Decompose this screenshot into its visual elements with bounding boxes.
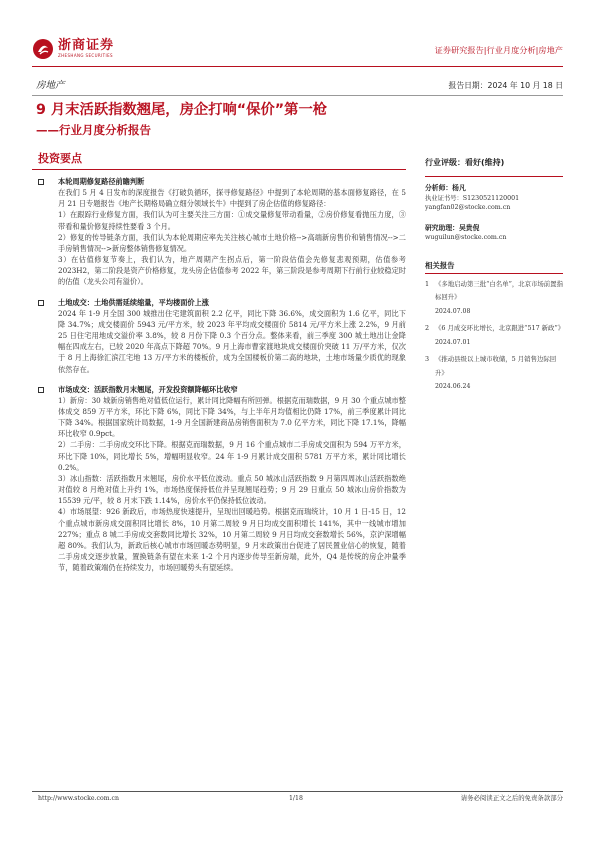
checkbox-bullet-icon [38,300,44,306]
report-subtitle: ——行业月度分析报告 [36,123,151,137]
footer-url[interactable]: http://www.stocke.com.cn [38,795,119,802]
paragraph: 4）市场展望：926 新政后，市场热度快速提升，呈现出回暖趋势。根据克而瑞统计，10 月 1 日-15 日，12 个重点城市新房成交面积同比增长 8%，10 月第二周较 9 月日均成交面积增长 141%，其中一线城市增加 227%；重点 8 城二手房成交套数同比增长 32%，10 月第二周较 9 月日均成交套数增长 56%，京沪深增幅超 80%。我们认为，新政后核心城市市场回暖态势明显，9 月末政策出台促进了居民置业信心的恢复，随着二手房成交逐步放量，置换链条有望在未来 1-2 个月内逐步传导至新房端，此外，Q4 是传统的房企冲量季节，随着政策端仍在持续发力，市场回暖势头有望延续。 [58,507,406,573]
paragraph: 在我们 5 月 4 日发布的深度报告《打破负循环，探寻修复路径》中提到了本轮周期的基本面修复路径，在 5 月 21 日专题报告《地产长期格局确立细分领域长牛》中提到了房企估值的修复路径： [58,188,406,209]
research-email[interactable]: wuguilun@stocke.com.cn [425,234,507,242]
paragraph: 2024 年 1-9 月全国 300 城推出住宅建筑面积 2.2 亿平，同比下降 36.6%，成交面积为 1.6 亿平，同比下降 34.7%；成交楼面价 5943 元/平方米，较 2023 年平均成交楼面价 5814 元/平方米上涨 2.2%，9 月前 25 日住宅用地成交溢价率 3.8%，较 8 月份下降 0.3 个百分点。整体来看，前三季度 300 城土地出让金降幅在四成左右，已较 2020 年高点下降超 70%。9 月上海市曹家渡地块成交楼面价突破 11 万/平方米，仅次于 8 月上海徐汇滨江宅地 13 万/平方米的楼板价，成为全国楼板价第二高的地块，土地市场量少质优的现象依然存在。 [58,308,406,374]
research-block [425,224,563,243]
related-title: 《推动县级以上城市收储，5 月销售边际回升》 [435,355,557,377]
related-report[interactable] [425,322,563,349]
page-header [32,38,563,60]
brand-logo [32,38,114,60]
section-land [38,297,406,375]
report-title: 9 月末活跃指数翘尾，房企打响“保价”第一枪 [36,102,328,118]
section-heading: 土地成交：土地供需延续缩量，平均楼面价上涨 [58,297,209,307]
section-heading: 市场成交：活跃指数月末翘尾，开发投资额降幅环比收窄 [58,384,238,394]
analyst-block [425,184,563,213]
paragraph: 1）新房：30 城新房销售绝对值低位运行，累计同比降幅有所回弹。根据克而瑞数据，9 月 30 个重点城市整体成交 859 万平方米，环比下降 6%，同比下降 34%，与上半年月均值相比仍降 17%，前三季度累计同比下降 34%。根据国家统计局数据，1-9 月全国新建商品房销售面积为 7.0 亿平方米，同比下降 17.1%，降幅环比收窄 0.9pct。 [58,395,406,439]
header-divider [32,66,563,67]
brand-logo-icon [32,38,54,60]
related-divider [425,273,563,274]
invest-divider [32,169,406,170]
related-report[interactable] [425,353,563,394]
industry-rating: 行业评级：看好(维持) [425,158,505,167]
checkbox-bullet-icon [38,179,44,185]
report-date: 报告日期：2024 年 10 月 18 日 [448,81,563,90]
main-content [38,176,406,582]
section-market [38,384,406,574]
paragraph: 2）二手房：二手房成交环比下降。根据克而瑞数据，9 月 16 个重点城市二手房成交面积为 594 万平方米，环比下降 10%，同比增长 5%，增幅明显收窄。24 年 1-9 月累计成交面积 5781 万平方米，累计同比增长 0.2%。 [58,440,406,472]
page-number: 1/18 [289,795,303,802]
related-number: 3 [425,355,430,364]
analyst-email[interactable]: yangfan02@stocke.com.cn [425,204,511,212]
report-series: 证券研究报告|行业月度分析|房地产 [434,45,563,55]
checkbox-bullet-icon [38,387,44,393]
section-path [38,176,406,288]
sector-label: 房地产 [36,80,65,91]
analyst-name: 分析师：杨凡 [425,184,466,193]
sidebar [425,150,563,394]
disclaimer-note: 请务必阅读正文之后的免责条款部分 [460,794,563,802]
related-title: 《多地启动第三批“白名单”，北京市场前置指标回升》 [435,279,563,302]
invest-heading: 投资要点 [38,152,82,165]
related-heading: 相关报告 [425,260,455,270]
related-number: 1 [425,279,430,288]
related-title: 《6 月成交环比增长，北京跟进“517 新政”》 [435,324,565,333]
analyst-cert: 执业证书号：S1230521120001 [425,194,520,202]
paragraph: 3）在估值修复节奏上，我们认为，地产周期产生拐点后，第一阶段估值会先修复悲观预期，估值参考 2023H2，第二阶段是资产价格修复，龙头房企估值参考 2022 年，第三阶段是参考周期下行前行业较稳定时的估值（龙头公司有溢价）。 [58,255,406,287]
related-date: 2024.07.01 [435,338,471,346]
related-number: 2 [425,324,430,333]
brand-name: 浙商证券 [58,38,115,53]
related-date: 2024.06.24 [435,383,471,391]
sidebar-divider [425,176,563,177]
title-divider [32,95,563,96]
section-heading: 本轮周期修复路径前瞻判断 [58,177,145,186]
paragraph: 3）冰山指数：活跃指数月末翘尾，房价水平低位波动。重点 50 城冰山活跃指数 9 月第四周冰山活跃指数绝对值较 8 月绝对值上升约 1%，市场热度保持低位并呈现翘尾趋势；9 月 29 日重点 50 城冰山房价指数为 15539 元/平，较 8 月末下跌 1.14%，房价水平仍保持低位波动。 [58,473,406,506]
brand-name-en: ZHESHANG SECURITIES [58,53,113,58]
paragraph: 1）在跟踪行业修复方面，我们认为可主要关注三方面：①成交量修复带动看量，②房价修复看抛压力度，③带看和量价修复持续性要看 3 个月。 [58,210,406,231]
related-report[interactable] [425,278,563,319]
research-assistant-name: 研究助理：吴贵倪 [425,223,480,232]
related-date: 2024.07.08 [435,307,471,315]
footer-divider [32,791,563,792]
paragraph: 2）修复的传导链条方面，我们认为本轮周期应率先关注核心城市土地价格-->高端新房售价和销售情况-->二手房销售情况-->新房整体销售修复情况。 [58,232,406,253]
